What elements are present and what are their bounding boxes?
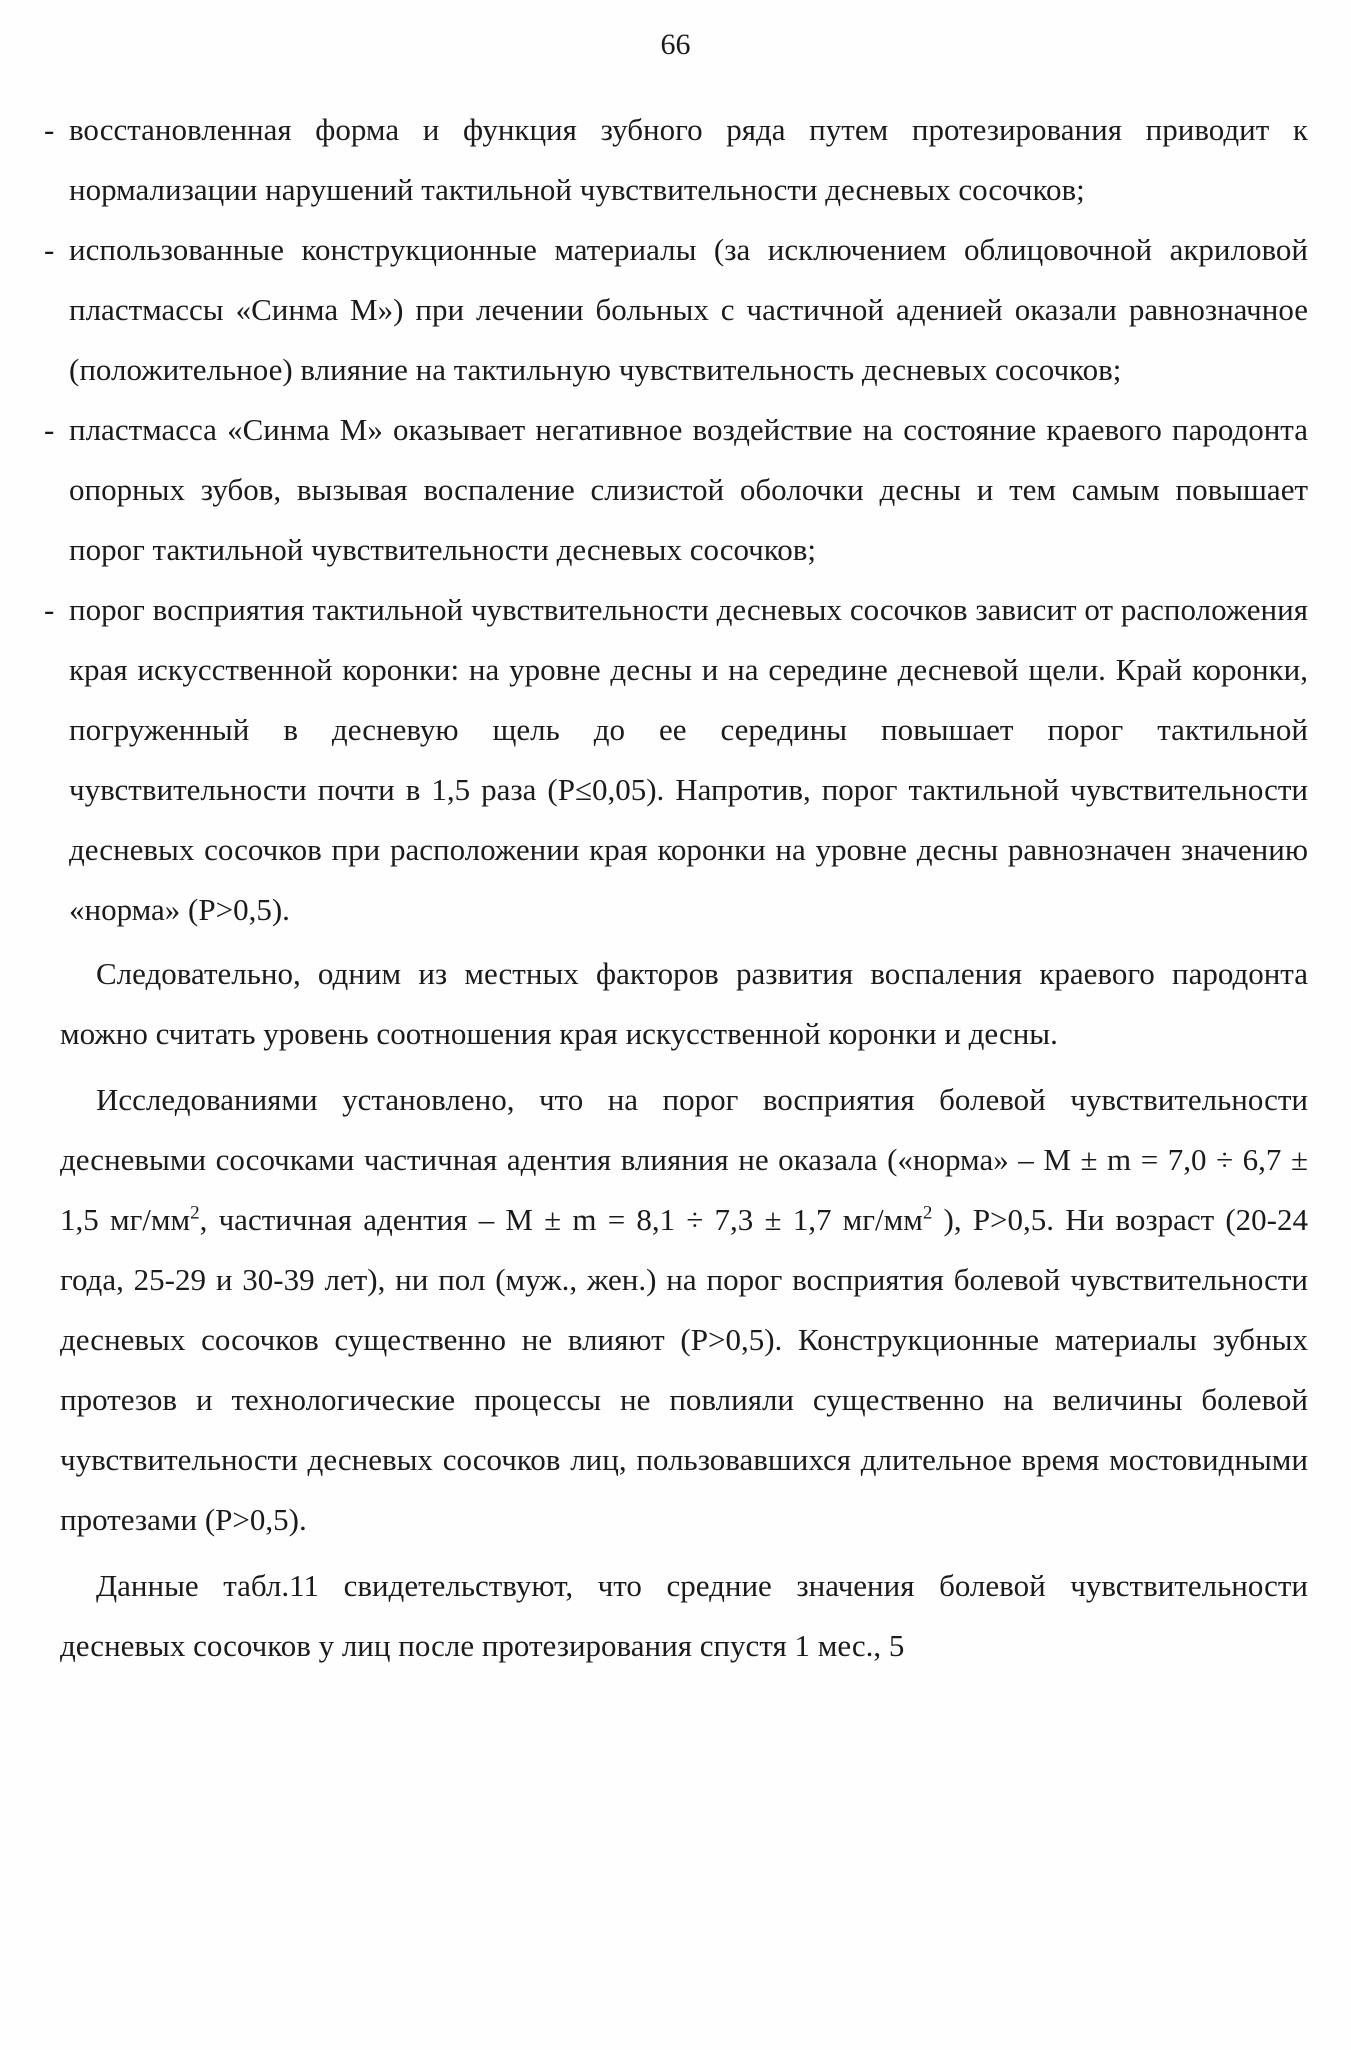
bullet-dash: -: [44, 592, 55, 627]
page-number: 66: [660, 28, 691, 61]
conclusion-item-1: [44, 100, 1308, 220]
paragraph-pain-sensitivity: [60, 1070, 1308, 1550]
paragraph-table-11: Данные табл.11 свидетельствуют, что средние значения болевой чувствительности десневых сосочков у лиц после протезирования спустя 1 мес., 5: [60, 1568, 1308, 1663]
paragraph-pain-sensitivity-part-3: ), Р>0,5. Ни возраст (20-24 года, 25-29 и 30-39 лет), ни пол (муж., жен.) на порог восприятия болевой чувствительности десневых сосочков существенно не влияют (Р>0,5). Конструкционные материалы зубных протезов и технологические процессы не повлияли существенно на величины болевой чувствительности десневых сосочков лиц, пользовавшихся длительное время мостовидными протезами (Р>0,5).: [60, 1202, 1308, 1537]
superscript-2: 2: [922, 1202, 933, 1224]
paragraph-conclusion: Следовательно, одним из местных факторов развития воспаления краевого пародонта можно считать уровень соотношения края искусственной коронки и десны.: [60, 956, 1308, 1051]
conclusion-text-3: пластмасса «Синма М» оказывает негативное воздействие на состояние краевого пародонта опорных зубов, вызывая воспаление слизистой оболочки десны и тем самым повышает порог тактильной чувствительности десневых сосочков;: [69, 412, 1308, 567]
conclusion-item-4: [44, 580, 1308, 940]
paragraph-pain-sensitivity-part-1: Исследованиями установлено, что на порог восприятия болевой чувствительности десневыми сосочками частичная адентия влияния не оказала («норма» – М ± m = 7,0 ÷ 6,7 ± 1,5 мг/мм: [60, 1082, 1308, 1237]
superscript-2: 2: [190, 1202, 200, 1224]
bullet-dash: -: [44, 232, 55, 267]
conclusion-item-2: [44, 220, 1308, 400]
conclusion-text-1: восстановленная форма и функция зубного ряда путем протезирования приводит к нормализации нарушений тактильной чувствительности десневых сосочков;: [69, 112, 1308, 207]
conclusion-text-4: порог восприятия тактильной чувствительности десневых сосочков зависит от расположения края искусственной коронки: на уровне десны и на середине десневой щели. Край коронки, погруженный в десневую щель до ее середины повышает порог тактильной чувствительности почти в 1,5 раза (Р≤0,05). Напротив, порог тактильной чувствительности десневых сосочков при расположении края коронки на уровне десны равнозначен значению «норма» (Р>0,5).: [69, 592, 1308, 927]
paragraph-pain-sensitivity-part-2: , частичная адентия – М ± m = 8,1 ÷ 7,3 ± 1,7 мг/мм: [199, 1202, 923, 1237]
conclusion-item-3: [44, 400, 1308, 580]
bullet-dash: -: [44, 112, 55, 147]
conclusion-text-2: использованные конструкционные материалы (за исключением облицовочной акриловой пластмассы «Синма М») при лечении больных с частичной аденией оказали равнозначное (положительное) влияние на тактильную чувствительность десневых сосочков;: [69, 232, 1308, 387]
document-body: [44, 100, 1308, 1676]
bullet-dash: -: [44, 412, 55, 447]
